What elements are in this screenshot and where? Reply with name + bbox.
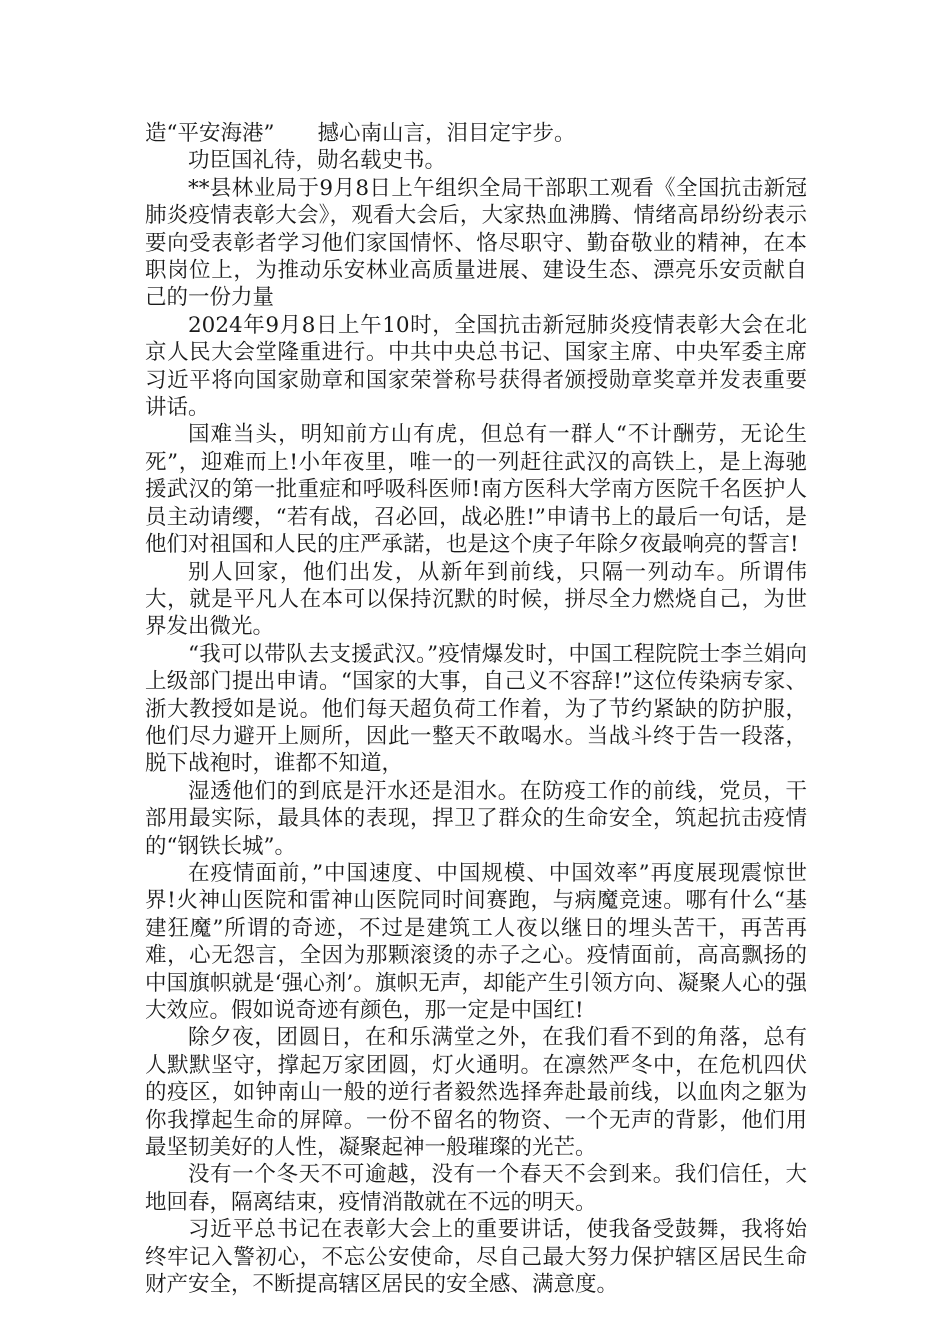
paragraph-5: 国难当头，明知前方山有虎，但总有一群人“不计酬劳，无论生死”，迎难而上!小年夜里，唯一的一列赶往武汉的高铁上，是上海驰援武汉的第一批重症和呼吸科医师!南方医科大学南方医院千名医护人员主动请缨，“若有战，召必回，战必胜!”申请书上的最后一句话，是他们对祖国和人民的庄严承諾，也是这个庚子年除夕夜最响亮的誓言! — [145, 422, 807, 558]
paragraph-7: “我可以带队去支援武汉。”疫情爆发时，中国工程院院士李兰娟向上级部门提出申请。“国家的大事，自己义不容辞!”这位传染病专家、浙大教授如是说。他们每天超负荷工作着，为了节约紧缺的防护服，他们尽力避开上厕所，因此一整天不敢喝水。当战斗终于告一段落，脱下战袍时，谁都不知道， — [145, 641, 807, 777]
paragraph-12: 习近平总书记在表彰大会上的重要讲话，使我备受鼓舞，我将始终牢记入警初心，不忘公安使命，尽自己最大努力保护辖区居民生命财产安全，不断提高辖区居民的安全感、满意度。 — [145, 1217, 807, 1298]
paragraph-3: **县林业局于9月8日上午组织全局干部职工观看《全国抗击新冠肺炎疫情表彰大会》，观看大会后，大家热血沸腾、情绪高昂纷纷表示要向受表彰者学习他们家国情怀、恪尽职守、勤奋敬业的精神，在本职岗位上，为推动乐安林业高质量进展、建设生态、漂亮乐安贡献自己的一份力量 — [145, 175, 807, 311]
paragraph-11: 没有一个冬天不可逾越，没有一个春天不会到来。我们信任，大地回春，隔离结束，疫情消散就在不远的明天。 — [145, 1162, 807, 1215]
paragraph-9: 在疫情面前，”中国速度、中国规模、中国效率”再度展现震惊世界!火神山医院和雷神山医院同时间赛跑，与病魔竞速。哪有什么“基建狂魔”所谓的奇迹，不过是建筑工人夜以继日的埋头苦干，再苦再难，心无怨言，全因为那颗滚烫的赤子之心。疫情面前，高高飘扬的中国旗帜就是‘强心剂’。旗帜无声，却能产生引领方向、凝聚人心的强大效应。假如说奇迹有颜色，那一定是中国红! — [145, 860, 807, 1023]
paragraph-6: 别人回家，他们出发，从新年到前线，只隔一列动车。所谓伟大，就是平凡人在本可以保持沉默的时候，拼尽全力燃烧自己，为世界发出微光。 — [145, 559, 807, 640]
document-body — [145, 120, 807, 1298]
paragraph-8: 湿透他们的到底是汗水还是泪水。在防疫工作的前线，党员，干部用最实际，最具体的表现，捍卫了群众的生命安全，筑起抗击疫情的“钢铁长城”。 — [145, 778, 807, 859]
paragraph-4: 2024年9月8日上午10时，全国抗击新冠肺炎疫情表彰大会在北京人民大会堂隆重进行。中共中央总书记、国家主席、中央军委主席习近平将向国家勋章和国家荣誉称号获得者颁授勋章奖章并发表重要讲话。 — [145, 312, 807, 421]
paragraph-2: 功臣国礼待，勋名载史书。 — [188, 148, 447, 174]
paragraph-10: 除夕夜，团圆日，在和乐满堂之外，在我们看不到的角落，总有人默默坚守，撑起万家团圆，灯火通明。在凛然严冬中，在危机四伏的疫区，如钟南山一般的逆行者毅然选择奔赴最前线，以血肉之躯为你我撑起生命的屏障。一份不留名的物资、一个无声的背影，他们用最坚韧美好的人性，凝聚起神一般璀璨的光芒。 — [145, 1025, 807, 1161]
paragraph-1: 造“平安海港” 撼心南山言，泪目定宇步。 — [145, 121, 576, 146]
